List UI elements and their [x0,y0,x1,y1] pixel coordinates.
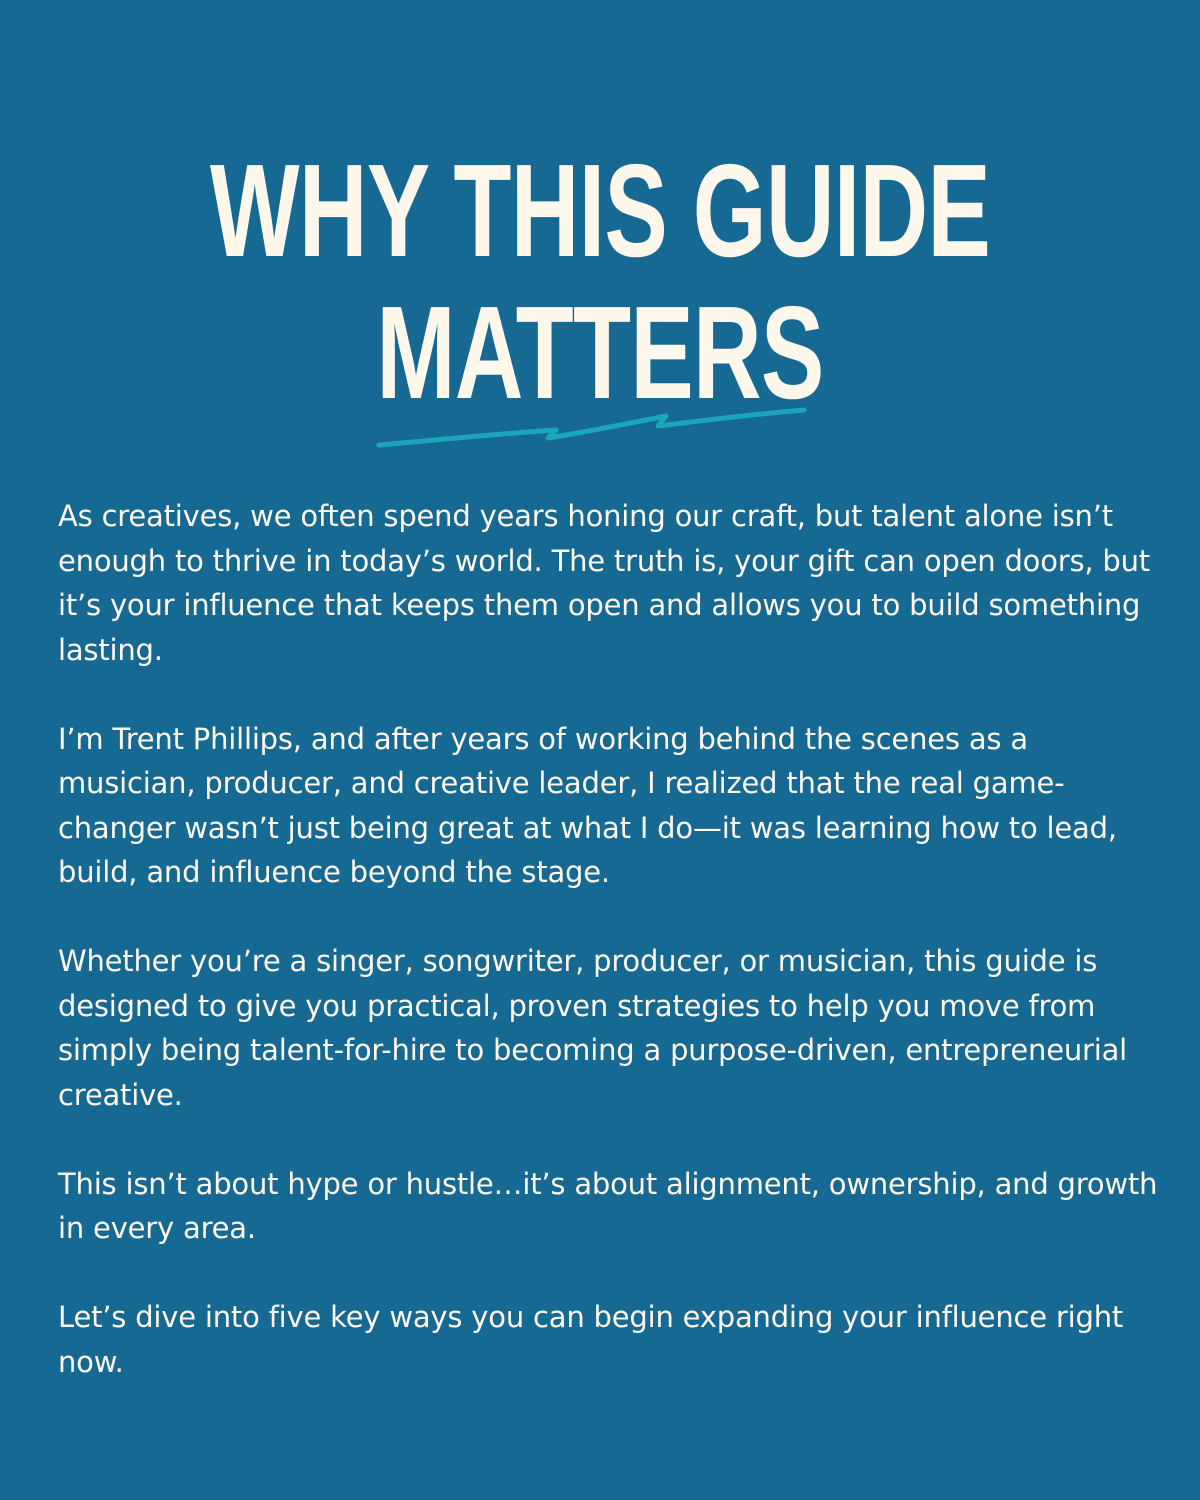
zigzag-underline-stroke [379,410,804,445]
page-title [168,137,1032,426]
paragraph-philosophy: This isn’t about hype or hustle…it’s about alignment, ownership, and growth in every area. [58,1166,1158,1245]
paragraph-intro: As creatives, we often spend years honing our craft, but talent alone isn’t enough to thrive in today’s world. The truth is, your gift can open doors, but it’s your influence that keeps them open and allows you to build something lasting. [58,499,1150,667]
paragraph-cta: Let’s dive into five key ways you can begin expanding your influence right now. [58,1300,1124,1379]
paragraph-author: I’m Trent Phillips, and after years of working behind the scenes as a musician, producer, and creative leader, I realized that the real game-changer wasn’t just being great at what I do—it was learning how to lead, build, and influence beyond the stage. [58,721,1117,889]
body-text [58,494,1158,1384]
title-line-2: MATTERS [376,279,824,426]
title-line-1: WHY THIS GUIDE [209,137,991,284]
paragraph-audience: Whether you’re a singer, songwriter, producer, or musician, this guide is designed to give you practical, proven strategies to help you move from simply being talent-for-hire to becoming a purpose-driven, entrepreneurial creative. [58,944,1128,1112]
zigzag-underline [376,402,808,450]
